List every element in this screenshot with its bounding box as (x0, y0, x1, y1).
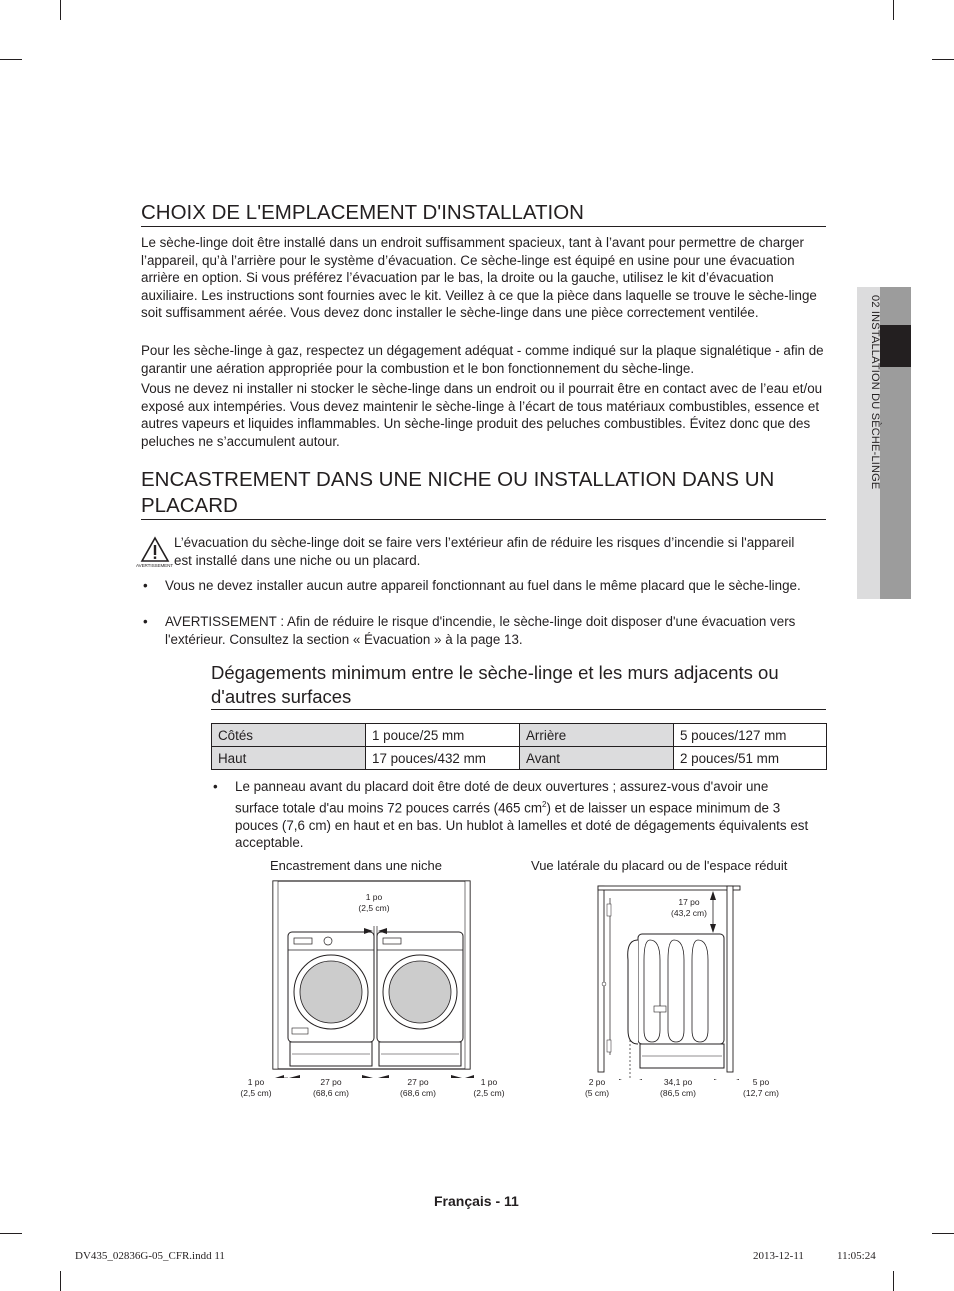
dim-value-metric: (68,6 cm) (400, 1087, 436, 1098)
bullet-dot: • (143, 578, 148, 593)
list-item (143, 613, 823, 648)
dim-value-metric: (12,7 cm) (743, 1087, 779, 1098)
dim-label-left-gap (234, 1077, 278, 1098)
section-title-alcove: ENCASTREMENT DANS UNE NICHE OU INSTALLATION DANS UN PLACARD (141, 467, 826, 520)
table-cell: 17 pouces/432 mm (366, 747, 520, 770)
subsection-title-clearances: Dégagements minimum entre le sèche-linge et les murs adjacents ou d'autres surfaces (211, 661, 826, 710)
dim-value: 5 po (752, 1077, 770, 1087)
side-tab-marker (880, 325, 911, 367)
dim-label-washer-width (306, 1077, 356, 1098)
bullet-dot: • (143, 614, 148, 629)
crop-mark (0, 59, 22, 60)
dim-label-rear-clearance (736, 1077, 786, 1098)
table-cell: 5 pouces/127 mm (674, 724, 827, 747)
dim-label-top-gap (352, 892, 396, 913)
dim-value-metric: (43,2 cm) (671, 907, 707, 918)
figure-title-alcove: Encastrement dans une niche (270, 858, 442, 873)
dim-value: 1 po (247, 1077, 265, 1087)
crop-mark (893, 1271, 894, 1291)
page-number: Français - 11 (434, 1193, 519, 1209)
bullet-text (213, 778, 813, 852)
crop-mark (932, 1233, 954, 1234)
dim-value-metric: (2,5 cm) (473, 1087, 505, 1098)
dim-value: 34,1 po (663, 1077, 693, 1087)
dim-label-depth (652, 1077, 704, 1098)
paragraph-2: Pour les sèche-linge à gaz, respectez un dégagement adéquat - comme indiqué sur la plaque signalétique - afin de garantir une aération appropriée pour la combustion et le bon fonctionnement du sèche-linge. (141, 343, 824, 376)
table-row (212, 747, 827, 770)
bullet-dot: • (213, 779, 218, 794)
paragraph-1: Le sèche-linge doit être installé dans un endroit suffisamment spacieux, tant à l’avant pour permettre de charger l’appareil, qu’à l’arrière pour le système d’évacuation. Ce sèche-linge est équipé en usine pour une évacuation arrière en option. Si vous préférez l’évacuation par le bas, la droite ou la gauche, utilisez le kit d’évacuation auxiliaire. Les instructions sont fournies avec le kit. Veillez à ce que la pièce dans laquelle se trouve le sèche-linge soit suffisamment aérée. Vous devez donc installer le sèche-linge dans une pièce correctement ventilée. (141, 235, 817, 321)
list-item (213, 778, 813, 852)
superscript: 2 (541, 799, 547, 809)
table-cell: 2 pouces/51 mm (674, 747, 827, 770)
dim-value: 17 po (678, 897, 700, 907)
dim-value: 2 po (588, 1077, 606, 1087)
dim-value: 27 po (407, 1077, 429, 1087)
bullet-text: Vous ne devez installer aucun autre appareil fonctionnant au fuel dans le même placard que le sèche-linge. (165, 578, 801, 593)
list-item (143, 577, 823, 595)
crop-mark (932, 59, 954, 60)
dim-value-metric: (86,5 cm) (660, 1087, 696, 1098)
table-cell: 1 pouce/25 mm (366, 724, 520, 747)
dim-value-metric: (68,6 cm) (313, 1087, 349, 1098)
print-time: 11:05:24 (837, 1250, 876, 1262)
table-row (212, 724, 827, 747)
crop-mark (893, 0, 894, 20)
dim-value: 27 po (320, 1077, 342, 1087)
bullet-text-part: ) et de laisser un espace minimum de 3 pouces (7,6 cm) en haut et en bas. Un hublot à lamelles et doté de dégagements équivalents est acceptable. (235, 800, 809, 851)
dim-value: 1 po (480, 1077, 498, 1087)
dim-label-front-clearance (575, 1077, 619, 1098)
figure-title-closet: Vue latérale du placard ou de l'espace réduit (531, 858, 788, 873)
table-cell: Côtés (212, 724, 366, 747)
table-cell: Arrière (520, 724, 674, 747)
side-tab-label: 02 INSTALLATION DU SÈCHE-LINGE (869, 295, 881, 490)
dim-label-top-clearance (667, 897, 711, 918)
section-title-placement: CHOIX DE L'EMPLACEMENT D'INSTALLATION (141, 200, 826, 227)
table-cell: Haut (212, 747, 366, 770)
bullet-text: AVERTISSEMENT : Afin de réduire le risque d'incendie, le sèche-linge doit disposer d'une évacuation vers l'extérieur. Consultez la section « Évacuation » à la page 13. (165, 614, 796, 647)
paragraph-3: Vous ne devez ni installer ni stocker le sèche-linge dans un endroit ou il pourrait être en contact avec de l’eau et/ou exposé aux intempéries. Vous devez maintenir le sèche-linge à l’écart de tous matériaux combustibles, essence et autres vapeurs et liquides inflammables. Un sèche-linge produit des peluches combustibles. Évitez donc que des peluches ne s’accumulent autour. (141, 381, 823, 449)
crop-mark (60, 0, 61, 20)
print-date: 2013-12-11 (753, 1250, 804, 1262)
crop-mark (60, 1271, 61, 1291)
clearance-table (211, 723, 827, 770)
crop-mark (0, 1233, 22, 1234)
dim-value-metric: (5 cm) (584, 1087, 610, 1098)
dim-value: 1 po (365, 892, 383, 902)
warning-label: AVERTISSEMENT (136, 563, 174, 568)
warning-text: L’évacuation du sèche-linge doit se faire vers l’extérieur afin de réduire les risques d’incendie si l'appareil est installé dans une niche ou un placard. (174, 535, 795, 568)
bullet-text-part: Le panneau avant du placard doit être doté de deux ouvertures ; assurez-vous d'avoir une surface totale d'au moins 72 pouces carrés (465 cm (235, 779, 769, 816)
dim-value-metric: (2,5 cm) (240, 1087, 272, 1098)
file-slug: DV435_02836G-05_CFR.indd 11 (75, 1250, 225, 1262)
table-cell: Avant (520, 747, 674, 770)
dim-value-metric: (2,5 cm) (358, 902, 390, 913)
dim-label-right-gap (467, 1077, 511, 1098)
dim-label-dryer-width (393, 1077, 443, 1098)
